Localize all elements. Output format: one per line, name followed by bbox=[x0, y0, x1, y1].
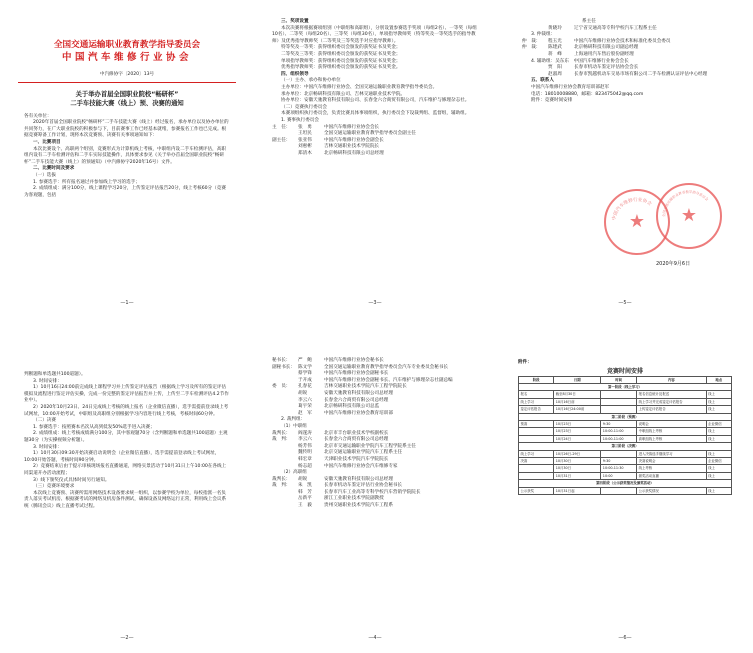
table-cell: 决赛 bbox=[519, 458, 554, 465]
judge-row: 裁 判： 朱 凯 长春市机动车鉴定评估行业协会秘书长 bbox=[272, 483, 403, 489]
table-row bbox=[519, 435, 732, 442]
committee-row: 胡锐 安徽天驰教育科技有限公司总经理 bbox=[298, 390, 393, 396]
paragraph: 1. 赛事执行委员会 bbox=[281, 117, 320, 123]
page-6 bbox=[506, 340, 744, 645]
paragraph: 3. 时间安排： bbox=[33, 378, 62, 384]
table-cell: 10月30日 bbox=[554, 458, 601, 465]
doc-number: 中汽修协字〔2020〕13号 bbox=[99, 72, 155, 77]
table-cell: 10月26日-29日 bbox=[554, 450, 601, 457]
judge-row: 裁 判： 李云六 长春金六合商贸有限公司总经理 bbox=[272, 437, 389, 443]
org-name-2: 中国汽车维修行业协会 bbox=[61, 52, 192, 63]
table-cell bbox=[601, 487, 637, 494]
section-row: 第二阶段（预赛） bbox=[519, 413, 732, 420]
committee-row: 于开成 中国汽车维修行业协会副秘书长、汽车维护与修理杂志社副总编 bbox=[298, 377, 453, 383]
page-2 bbox=[8, 340, 246, 645]
page-number: —4— bbox=[368, 635, 382, 642]
paragraph: 本次决赛将根据赛项组别（中职组和高职组），分别设置参赛选手奖项（每组2名）、一等奖（每组10名）、二等奖（每组20名）、三等奖（每组30名），单项指导教师奖（特等奖及一等奖选手的指导教师）及优秀指导教师奖（二等奖及三等奖选手对应指导教师）。 bbox=[272, 25, 477, 44]
paragraph: 2）竞赛结束后由于提示审核现场报名直播通道，网络实景活动于10月31日上午10:00在各线上同渠道开办活动流程； bbox=[24, 464, 227, 476]
red-divider bbox=[18, 82, 236, 83]
paragraph: 本次比赛设个、高职两个组别，竞赛形式为计算机线上考核，中职组内设二手车检测评估，高职组内设有二手车检测评估和二手车实际技能操作，具体要求参见《关于举办首届全国职业院校“畅研杯”二手车技能大赛（线上）的预通知》（中汽修协字2020年16号）文件。 bbox=[24, 146, 226, 165]
table-cell: 企业微信 bbox=[706, 421, 731, 428]
paragraph: 优秀指导教师奖：获得组织委员会颁发的获奖证书及奖金。 bbox=[281, 65, 401, 71]
star-icon: ★ bbox=[628, 211, 646, 232]
subsection-heading: （2）高职组 bbox=[281, 470, 307, 476]
section-heading: 三、奖项设置 bbox=[281, 19, 309, 24]
doc-title-line-2: 二手车技能大赛（线上）预、决赛的通知 bbox=[70, 99, 184, 107]
subsection-heading: （二）竞赛执行委员会 bbox=[281, 104, 327, 110]
table-cell: 说明会 bbox=[637, 421, 707, 428]
committee-row: 秘书长： 严 鲍 中国汽车维修行业协会秘书长 bbox=[272, 358, 384, 363]
paragraph: 3）线下颁奖仪式具体时间另行通知。 bbox=[33, 477, 110, 483]
table-cell bbox=[519, 472, 554, 479]
table-row bbox=[519, 391, 732, 398]
section-row: 第四阶段（公示获奖情况及颁奖活动） bbox=[519, 480, 732, 487]
table-cell: 线上学习并完成鉴定评估报告 bbox=[637, 398, 707, 405]
table-cell bbox=[519, 435, 554, 442]
page-3 bbox=[256, 5, 494, 310]
judge-row: 裁判长： 阎遂涛 北京市丰台职业技术学校副校长 bbox=[272, 430, 389, 436]
committee-row: 贾 阳 长春市机动车鉴定评估协会会长 bbox=[548, 65, 639, 71]
page-number: —6— bbox=[618, 635, 632, 642]
paragraph: 承办单位：北京畅研科技有限公司、吉林交通职业技术学院。 bbox=[281, 91, 406, 97]
table-row bbox=[519, 465, 732, 472]
table-cell: 公示获奖情况 bbox=[637, 487, 707, 494]
subsection-heading: （一）选拔 bbox=[33, 172, 56, 178]
table-cell: 10月16日24:00前 bbox=[554, 406, 601, 413]
paragraph: 2. 成绩组成：线上考核成绩满分100分，其中客观题70分（含判断题和单选题共100道题）主观题30分（为实操视频分析题）。 bbox=[24, 431, 228, 443]
svg-text:全国交通运输职业教育教学指导委员会: 全国交通运输职业教育教学指导委员会 bbox=[661, 189, 710, 218]
subsection-heading: （一）主办、承办和协办单位 bbox=[281, 78, 341, 84]
committee-row: 副主任： 张亚伟 中国汽车维修行业协会副会长 bbox=[272, 137, 384, 143]
judge-row: 杨芳伟 北京市交通运输职业学院汽车工程学院系主任 bbox=[298, 443, 416, 449]
annex-label: 附件： bbox=[518, 360, 532, 365]
table-row bbox=[519, 458, 732, 465]
table-cell: 预赛 bbox=[519, 421, 554, 428]
committee-row: 仲 裁： 程玉光 中国汽车维修行业协会技术和标准化委员会委员 bbox=[522, 38, 671, 44]
star-icon: ★ bbox=[680, 205, 698, 226]
table-cell: 颁奖活动直播 bbox=[637, 472, 707, 479]
table-cell: 线上学习 bbox=[519, 398, 554, 405]
table-cell: 线上 bbox=[706, 391, 731, 398]
paragraph: 2020年首届全国职业院校“畅研杯”二手车技能大赛（线上）经过报名，承办单位以及协办单位的共同努力，在广大职业院校的积极参与下，目前赛事工作已经基本就绪，参赛报名工作也已完成。根据竞赛筹备工作计划，现将本次竞赛预、决赛有关事项通知如下： bbox=[24, 120, 229, 139]
table-row bbox=[519, 406, 732, 413]
svg-text:中国汽车维修行业协会: 中国汽车维修行业协会 bbox=[612, 197, 653, 221]
subsection-heading: 3. 仲裁组： bbox=[531, 32, 556, 38]
paragraph: 1）10月16日24:00前完成线上课程学习并上传鉴定评估报告（根据线上学习及所有的鉴定评估模拟及流程进行鉴定评估实操，完成一份完整的鉴定评估报告并上传，上传至二手车检测评估4.2节作业中）。 bbox=[24, 385, 229, 404]
page-number: —1— bbox=[120, 300, 134, 307]
table-cell: 10月24日 bbox=[554, 435, 601, 442]
committee-row: 蒋 峰 上海通用汽车售后股份副经理 bbox=[548, 51, 634, 57]
table-row bbox=[519, 487, 732, 494]
table-cell: 10:00-11:30 bbox=[601, 465, 637, 472]
table-cell: 线上 bbox=[706, 435, 731, 442]
schedule-table bbox=[518, 376, 732, 496]
table-cell: 9:30 bbox=[601, 421, 637, 428]
table-cell: 线上 bbox=[706, 398, 731, 405]
committee-row: 主 任： 张 勇 中国汽车维修行业协会会长 bbox=[272, 124, 380, 130]
committee-row: 副秘书长： 陈文学 全国交通运输职业教育教学指导委员会汽车专业委员会秘书长 bbox=[272, 364, 449, 370]
table-cell: 10月16日前 bbox=[554, 398, 601, 405]
official-seal-2 bbox=[656, 183, 722, 249]
page-number: —3— bbox=[368, 300, 382, 307]
paragraph: 系主任 bbox=[582, 19, 596, 24]
subsection-heading: （1）中职组 bbox=[281, 423, 307, 429]
subsection-heading: 2. 裁判组： bbox=[281, 417, 306, 423]
table-cell: 上传鉴定评估报告 bbox=[637, 406, 707, 413]
committee-row: 黄晓玲 辽宁省交通高等专科学校汽车工程系主任 bbox=[548, 25, 657, 31]
section-heading: 二、比赛时间及要求 bbox=[33, 166, 75, 172]
committee-row: 郑清木 北京畅研科技有限公司总经理 bbox=[298, 150, 384, 156]
paragraph: 判断题和单选题共100道题）。 bbox=[24, 372, 86, 377]
page-number: —2— bbox=[120, 635, 134, 642]
table-row bbox=[519, 428, 732, 435]
committee-row: 李云六 长春金六合商贸有限公司总经理 bbox=[298, 397, 389, 403]
section-heading: 五、联系人 bbox=[531, 78, 554, 84]
table-cell: 线上 bbox=[706, 450, 731, 457]
table-cell: 线上 bbox=[706, 465, 731, 472]
table-row bbox=[519, 398, 732, 405]
paragraph: 2. 成绩组成：满分100分，线上课程学习20分，上传鉴定评估报告20分，线上考核60分（竞赛为客观题，包括 bbox=[24, 186, 226, 198]
paragraph: 1. 参赛选手：所有报名通过并参加线上学习的选手； bbox=[33, 179, 140, 185]
table-cell: 中职组线上考核 bbox=[637, 428, 707, 435]
judge-row: 王 毅 贵州交通职业技术学院汽车工程系 bbox=[298, 503, 393, 509]
paragraph: 主办单位：中国汽车维修行业协会、全国交通运输职业教育教学指导委员会。 bbox=[281, 84, 438, 90]
paragraph: 1. 参赛选手：按照赛本名次从高到低发50%选手进入决赛； bbox=[33, 424, 155, 430]
paragraph: 3. 时间安排： bbox=[33, 444, 62, 450]
table-cell bbox=[601, 391, 637, 398]
subsection-heading: 4. 辅助组：吴东东 中国汽车维修行业协会会长 bbox=[531, 58, 629, 64]
table-cell bbox=[519, 428, 554, 435]
paragraph: 电话：18010008880，邮箱：823475042@qq.com bbox=[531, 91, 644, 97]
table-row bbox=[519, 450, 732, 457]
paragraph: 特等奖及一等奖：获得组织委员会颁发的获奖证书及奖金； bbox=[281, 45, 401, 51]
table-cell: 10月31日起 bbox=[554, 487, 601, 494]
committee-row: 仲 裁： 陈建武 北京畅研科技有限公司副总经理 bbox=[522, 45, 639, 51]
judge-row: 杨志超 中国汽车维修行业协会汽车维修专家 bbox=[298, 463, 398, 469]
table-cell: 线上考核 bbox=[637, 465, 707, 472]
table-cell: 10:00-11:00 bbox=[601, 435, 637, 442]
paragraph: 2）2020年10月23日、24日完成线上考核的线上报名（企业微信直播），选手需提前登录线上考试网址，10:00开始考试，中职组及高职组分别根据学习内容进行线上考核，考核时间60分钟。 bbox=[24, 404, 229, 417]
org-name-1: 全国交通运输职业教育教学指导委员会 bbox=[53, 40, 201, 50]
table-cell: 线上 bbox=[706, 406, 731, 413]
table-cell: 10月31日 bbox=[554, 472, 601, 479]
table-cell: 线上 bbox=[706, 428, 731, 435]
judge-row: 韩 芳 长春市汽车工业高等专科学校汽车营销学院院长 bbox=[298, 489, 421, 495]
table-cell: 决赛说明会 bbox=[637, 458, 707, 465]
committee-row: 葛宇荣 北京畅研科技有限公司总监 bbox=[298, 404, 380, 410]
table-cell: 10:00-11:00 bbox=[601, 428, 637, 435]
table-cell: 线上 bbox=[706, 472, 731, 479]
section-row: 第一阶段（线上学习） bbox=[519, 384, 732, 391]
table-row bbox=[519, 421, 732, 428]
table-cell: 10月30日 bbox=[554, 465, 601, 472]
table-row bbox=[519, 472, 732, 479]
paragraph: 单项指导教师奖：获得组织委员会颁发的获奖证书及奖金； bbox=[281, 58, 401, 64]
table-cell: 10:00 bbox=[601, 472, 637, 479]
table-cell bbox=[601, 406, 637, 413]
table-cell: 公示获奖 bbox=[519, 487, 554, 494]
page-1 bbox=[8, 5, 246, 310]
subsection-heading: （二）决赛 bbox=[33, 418, 56, 424]
table-cell: 报名信息统计及报送 bbox=[637, 391, 707, 398]
issue-date: 2020年9月6日 bbox=[656, 261, 691, 267]
table-cell: 鉴定评估报告 bbox=[519, 406, 554, 413]
judge-row: 岳新平 浙江工业职业技术学院副教授 bbox=[298, 496, 384, 502]
committee-row: 蔡学锋 中国汽车维修行业协会副秘书长 bbox=[298, 371, 389, 377]
table-cell: 高职组线上考核 bbox=[637, 435, 707, 442]
page-number: —5— bbox=[618, 300, 632, 307]
table-cell: 截至8月30日 bbox=[554, 391, 601, 398]
subsection-heading: （三）竞赛环境要求 bbox=[33, 484, 75, 490]
paragraph: 二等奖及三等奖：获得组织委员会颁发的获奖证书及奖金； bbox=[281, 51, 401, 57]
section-heading: 四、组织领导 bbox=[281, 71, 309, 77]
committee-row: 委 员： 孔春花 吉林交通职业技术学院汽车工程学院院长 bbox=[272, 384, 407, 390]
table-cell: 报名 bbox=[519, 391, 554, 398]
schedule-title: 竞赛时间安排 bbox=[606, 367, 643, 375]
paragraph: 协办单位：安徽天驰教育科技有限公司、长春金六合商贸有限公司，汽车维护与修理杂志社。 bbox=[281, 98, 470, 104]
page-5 bbox=[506, 5, 744, 310]
table-cell bbox=[601, 398, 637, 405]
table-cell bbox=[519, 465, 554, 472]
table-header-row: 阶段 日期 时间 内容 地点 bbox=[519, 376, 732, 383]
paragraph: 本赛项组织执行委员会，负责比赛具体事项组织，执行委员会下设裁判组、监督组，辅助组。 bbox=[281, 111, 470, 117]
table-cell: 企业微信 bbox=[706, 458, 731, 465]
judge-row: 裁判长： 胡锐 安徽天驰教育科技有限公司总经理 bbox=[272, 476, 393, 482]
judge-row: 魏传明 北京交通运输职业学院汽车工程系主任 bbox=[298, 450, 403, 456]
page-4 bbox=[256, 340, 494, 645]
table-cell: 线上 bbox=[706, 487, 731, 494]
paragraph: 本次线上竞赛预、决赛所需用网络技术设备要求统一组织，以参赛学校为单位，每校指派一名负责人落实考试机房、根据赛考试的网络及机房条件测试，确保设备及网络运行正常，利用线上会议系统（腾讯会议）线上直播考试过程。 bbox=[24, 490, 227, 509]
section-heading: 一、比赛项目 bbox=[33, 139, 61, 145]
table-cell: 进入决赛选手继续学习 bbox=[637, 450, 707, 457]
table-cell: 10月23日 bbox=[554, 428, 601, 435]
doc-title-line-1: 关于举办首届全国职业院校“畅研杯” bbox=[75, 90, 179, 98]
committee-row: 刘惠彬 吉林交通职业技术学院院长 bbox=[298, 144, 380, 150]
committee-row: 赵淑周 长春市凯越机动车交易市场有限公司二手车检测认证评估中心经理 bbox=[548, 71, 708, 77]
committee-row: 王坦民 全国交通运输职业教育教学指导委员会副主任 bbox=[298, 131, 416, 137]
paragraph: 1）10月30日09:30开始决赛启动说明会（企业微信直播），选手需提前登录线上考试网址，10:00开始答题，考核时间90分钟。 bbox=[24, 451, 220, 463]
judge-row: 韩宏章 天津职业技术学院汽车学院院长 bbox=[298, 456, 389, 462]
salutation: 各有关单位： bbox=[24, 113, 52, 119]
table-cell: 10月23日 bbox=[554, 421, 601, 428]
schedule-body bbox=[519, 384, 732, 495]
paragraph: 中国汽车维修行业协会教育培训部赵军 bbox=[531, 84, 610, 90]
section-row: 第三阶段（决赛） bbox=[519, 443, 732, 450]
table-cell: 9:30 bbox=[601, 458, 637, 465]
paragraph: 附件：竞赛时间安排 bbox=[531, 98, 573, 104]
table-cell: 线上学习 bbox=[519, 450, 554, 457]
table-cell bbox=[601, 450, 637, 457]
committee-row: 赵 军 中国汽车维修行业协会教育培训部 bbox=[298, 410, 393, 416]
